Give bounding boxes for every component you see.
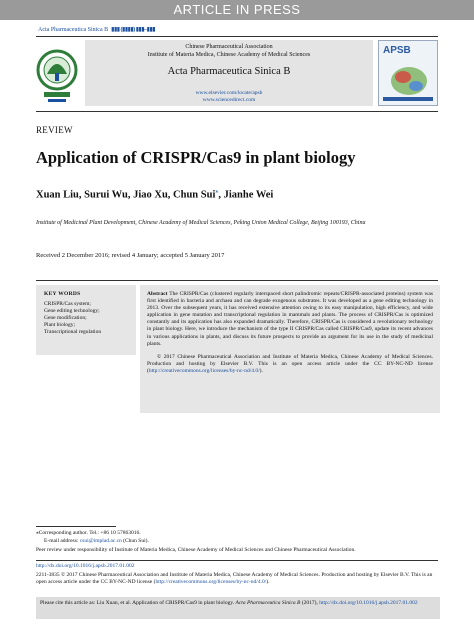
affiliation: Institute of Medicinal Plant Development, Chinese Academy of Medical Sciences, Peking Union Medical College, Beijing 100193, China xyxy=(36,220,366,226)
citation-doi-link[interactable]: http://dx.doi.org/10.1016/j.apsb.2017.01.002 xyxy=(319,600,418,606)
keywords-title: KEY WORDS xyxy=(44,291,81,297)
abstract-text: The CRISPR/Cas (clustered regularly interspaced short palindromic repeats/CRISPR-associated proteins) system was first identified in bacteria and archaea and can degrade exogenous substrates. It was developed as a gene editing technology in 2013. Over the subsequent years, it has received extensive attention owing to its easy manipulation, high efficiency, and wide application in gene mutation and transcriptional regulation in mammals and plants. The process of CRISPR/Cas is optimized constantly and its application has also expanded dramatically. Therefore, CRISPR/Cas is considered a revolutionary technology in plant biology. Here, we introduce the mechanism of the type II CRISPR/Cas called CRISPR/Cas9, update its recent advances in various applications in plants, and discuss its future prospects to provide an argument for its use in the study of medicinal plants. xyxy=(147,291,433,347)
issn-text: 2211-3835 © 2017 Chinese Pharmaceutical Association and Institute of Materia Medica, Chinese Academy of Medical Sciences. Production and hosting by Elsevier B.V. This is an open access article under the CC BY-NC-ND license ( xyxy=(36,572,433,585)
email-link[interactable]: csui@implad.ac.cn xyxy=(79,538,122,544)
header-top-rule xyxy=(36,36,438,37)
authors-text: Xuan Liu, Surui Wu, Jiao Xu, Chun Sui xyxy=(36,189,216,201)
license-link[interactable]: http://creativecommons.org/licenses/by-nc-nd/4.0/ xyxy=(148,367,260,374)
issn-license-link[interactable]: http://creativecommons.org/licenses/by-nc-nd/4.0/ xyxy=(155,579,267,585)
peer-review-note: Peer review under responsibility of Institute of Materia Medica, Chinese Academy of Medical Sciences and Chinese Pharmaceutical Association. xyxy=(36,547,356,553)
keywords-box xyxy=(36,285,136,355)
journal-title: Acta Pharmaceutica Sinica B xyxy=(167,66,291,77)
cover-title: APSB xyxy=(383,45,411,56)
citation-journal: Acta Pharmaceutica Sinica B xyxy=(235,600,301,606)
abstract-box xyxy=(140,285,440,413)
keyword-item: CRISPR/Cas system; xyxy=(44,301,91,307)
cpa-logo-icon xyxy=(34,40,80,106)
keyword-item: Gene modification; xyxy=(44,315,87,321)
corresponding-author-mark[interactable]: ⁎ xyxy=(215,189,219,195)
author-list xyxy=(36,188,273,201)
society-line-1: Chinese Pharmaceutical Association xyxy=(185,44,273,50)
email-label: E-mail address: xyxy=(44,538,80,544)
authors-text-last: , Jianhe Wei xyxy=(218,189,274,201)
header-bottom-rule xyxy=(36,111,438,112)
abstract-paragraph xyxy=(147,291,433,348)
journal-cover-image xyxy=(378,40,438,106)
article-title: Application of CRISPR/Cas9 in plant biology xyxy=(36,148,356,167)
keyword-item: Transcriptional regulation xyxy=(44,329,102,335)
issn-copyright xyxy=(36,572,440,586)
footnote-divider xyxy=(36,560,438,561)
journal-url-elsevier[interactable]: www.elsevier.com/locate/apsb xyxy=(195,90,263,96)
abstract-label: Abstract xyxy=(147,291,168,297)
keyword-item: Gene editing technology; xyxy=(44,308,100,314)
cover-graphic-icon xyxy=(379,59,437,105)
doi-link[interactable]: http://dx.doi.org/10.1016/j.apsb.2017.01.002 xyxy=(36,563,135,569)
journal-reference-issue: ▮▮▮ (▮▮▮▮) ▮▮▮–▮▮▮ xyxy=(111,27,156,33)
society-line-2: Institute of Materia Medica, Chinese Academy of Medical Sciences xyxy=(147,52,311,58)
email-name: (Chun Sui). xyxy=(121,538,149,544)
article-type: REVIEW xyxy=(36,125,73,135)
journal-url-sciencedirect[interactable]: www.sciencedirect.com xyxy=(202,97,256,103)
corresponding-author-note: ⁎Corresponding author. Tel.: +86 10 57863016. xyxy=(36,530,141,536)
journal-reference xyxy=(38,26,155,33)
copyright-text: © 2017 Chinese Pharmaceutical Association and Institute of Materia Medica, Chinese Academy of Medical Sciences. Production and hosting by Elsevier B.V. This is an open access article under the CC BY-NC-ND license ( xyxy=(147,353,433,374)
abstract-top-rule xyxy=(36,280,438,281)
keyword-item: Plant biology; xyxy=(44,322,76,328)
abstract-copyright xyxy=(147,354,433,375)
citation-prefix: Please cite this article as: Liu Xuan, et al. Application of CRISPR/Cas9 in plant biology. xyxy=(40,600,236,606)
citation-middle: (2017), xyxy=(300,600,320,606)
citation-box xyxy=(36,597,440,619)
footnote-rule xyxy=(36,526,116,527)
article-in-press-banner: ARTICLE IN PRESS xyxy=(0,0,474,20)
journal-reference-name[interactable]: Acta Pharmaceutica Sinica B xyxy=(38,27,109,33)
issn-end: ). xyxy=(266,579,270,585)
copyright-end: ). xyxy=(259,367,263,374)
received-dates: Received 2 December 2016; revised 4 January; accepted 5 January 2017 xyxy=(36,252,225,259)
email-note xyxy=(44,538,149,545)
